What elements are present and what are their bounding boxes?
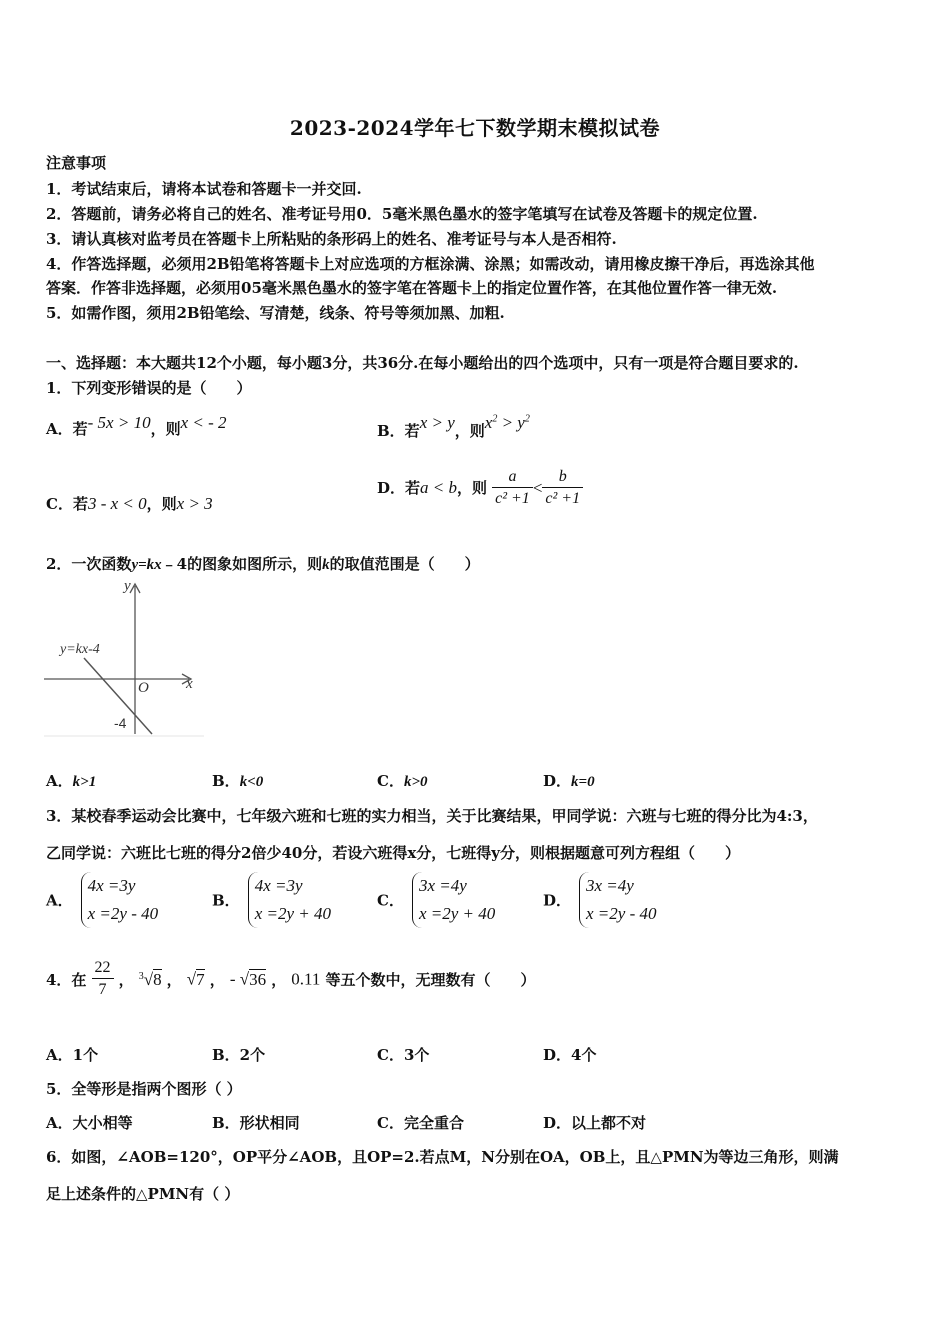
option-a[interactable]: A．k>1 xyxy=(46,772,97,790)
option-b[interactable]: B．k<0 xyxy=(212,772,264,790)
option-d[interactable]: D．若a < b，则 $\frac{a}{\text{c² +1}}$ < $\frac{b}{\text{c² +1}}$ xyxy=(377,467,583,510)
option-a[interactable]: A．1个 xyxy=(46,1046,99,1064)
note-item: 答案．作答非选择题，必须用05毫米黑色墨水的签字笔在答题卡上的指定位置作答，在其他位置作答一律无效. xyxy=(46,279,778,297)
math-result: $x^2 > y^2$ xyxy=(484,413,530,432)
option-c[interactable]: C．3个 xyxy=(377,1046,430,1064)
question-stem: 5．全等形是指两个图形（ ） xyxy=(46,1080,242,1098)
question-stem-line: 6．如图，∠AOB=120°，OP平分∠AOB，且OP=2.若点M，N分别在OA，OB上，且△PMN为等边三角形，则满 xyxy=(46,1148,839,1166)
notes-heading: 注意事项 xyxy=(46,154,107,172)
question-stem: 2．一次函数y=kx﹣4的图象如图所示，则k的取值范围是（ ） xyxy=(46,555,480,573)
equation-system: 4x =3y x =2y + 40 xyxy=(248,872,331,928)
question-stem: 1．下列变形错误的是（ ） xyxy=(46,379,252,397)
option-c[interactable]: C．k>0 xyxy=(377,772,428,790)
option-c[interactable]: C．若3 - x < 0，则x > 3 xyxy=(46,494,213,513)
x-label: x xyxy=(186,676,193,692)
cube-root: $^3$√8 xyxy=(138,969,162,989)
question-stem-line: 足上述条件的△PMN有（ ） xyxy=(46,1185,240,1203)
option-a[interactable]: A． 4x =3y x =2y - 40 xyxy=(46,872,158,928)
fraction: $\frac{22}{7}$ xyxy=(92,958,114,1001)
function-graph xyxy=(44,578,204,740)
option-a[interactable]: A．若- 5x > 10，则x < - 2 xyxy=(46,413,227,438)
neg-square-root: - √36 xyxy=(229,969,267,989)
option-b[interactable]: B． 4x =3y x =2y + 40 xyxy=(212,872,331,928)
equation-system: 4x =3y x =2y - 40 xyxy=(81,872,158,928)
intercept-label: -4 xyxy=(114,715,127,731)
fraction: $\frac{b}{\text{c² +1}}$ xyxy=(542,467,583,510)
note-item: 1．考试结束后，请将本试卷和答题卡一并交回. xyxy=(46,180,362,198)
option-d[interactable]: D．k=0 xyxy=(543,772,595,790)
math-condition: x > y xyxy=(419,413,455,432)
option-b[interactable]: B．2个 xyxy=(212,1046,266,1064)
note-item: 2．答题前，请务必将自己的姓名、准考证号用0．5毫米黑色墨水的签字笔填写在试卷及答题卡的规定位置. xyxy=(46,205,758,223)
math-result: x < - 2 xyxy=(180,413,227,432)
note-item: 4．作答选择题，必须用2B铅笔将答题卡上对应选项的方框涂满、涂黑；如需改动，请用橡皮擦干净后，再选涂其他 xyxy=(46,255,815,273)
math-result: x > 3 xyxy=(176,494,213,513)
option-d[interactable]: D．4个 xyxy=(543,1046,597,1064)
question-stem-line: 3．某校春季运动会比赛中，七年级六班和七班的实力相当，关于比赛结果，甲同学说：六班与七班的得分比为4:3， xyxy=(46,807,818,825)
repeating-decimal: 0.11 xyxy=(291,969,321,989)
page-title: 2023-2024学年七下数学期末模拟试卷 xyxy=(289,116,661,140)
option-c[interactable]: C． 3x =4y x =2y + 40 xyxy=(377,872,495,928)
question-stem-line: 乙同学说：六班比七班的得分2倍少40分，若设六班得x分，七班得y分，则根据题意可列方程组（ ） xyxy=(46,844,740,862)
section-heading: 一、选择题：本大题共12个小题，每小题3分，共36分.在每小题给出的四个选项中，只有一项是符合题目要求的. xyxy=(46,354,799,372)
y-label: y xyxy=(124,578,131,594)
math-condition: 3 - x < 0 xyxy=(87,494,147,513)
math-condition: a < b xyxy=(420,478,457,497)
function-label: y=kx-4 xyxy=(60,642,100,657)
note-item: 5．如需作图，须用2B铅笔绘、写清楚，线条、符号等须加黑、加粗. xyxy=(46,304,505,322)
option-a[interactable]: A．大小相等 xyxy=(46,1114,133,1132)
fraction: $\frac{a}{\text{c² +1}}$ xyxy=(492,467,533,510)
square-root: √7 xyxy=(186,969,205,989)
option-d[interactable]: D．以上都不对 xyxy=(543,1114,647,1132)
option-c[interactable]: C．完全重合 xyxy=(377,1114,464,1132)
origin-label: O xyxy=(138,680,149,696)
question-stem: 4．在 $\frac{22}{7}$ ， $^3$√8 ， √7 ， - √36 ， 0.11 等五个数中，无理数有（ ） xyxy=(46,958,536,1001)
option-b[interactable]: B．形状相同 xyxy=(212,1114,300,1132)
equation-system: 3x =4y x =2y - 40 xyxy=(579,872,656,928)
option-d[interactable]: D． 3x =4y x =2y - 40 xyxy=(543,872,657,928)
math-condition: - 5x > 10 xyxy=(87,413,151,432)
equation-system: 3x =4y x =2y + 40 xyxy=(412,872,495,928)
note-item: 3．请认真核对监考员在答题卡上所粘贴的条形码上的姓名、准考证号与本人是否相符. xyxy=(46,230,617,248)
option-b[interactable]: B．若x > y，则$x^2 > y^2$ xyxy=(377,413,530,440)
